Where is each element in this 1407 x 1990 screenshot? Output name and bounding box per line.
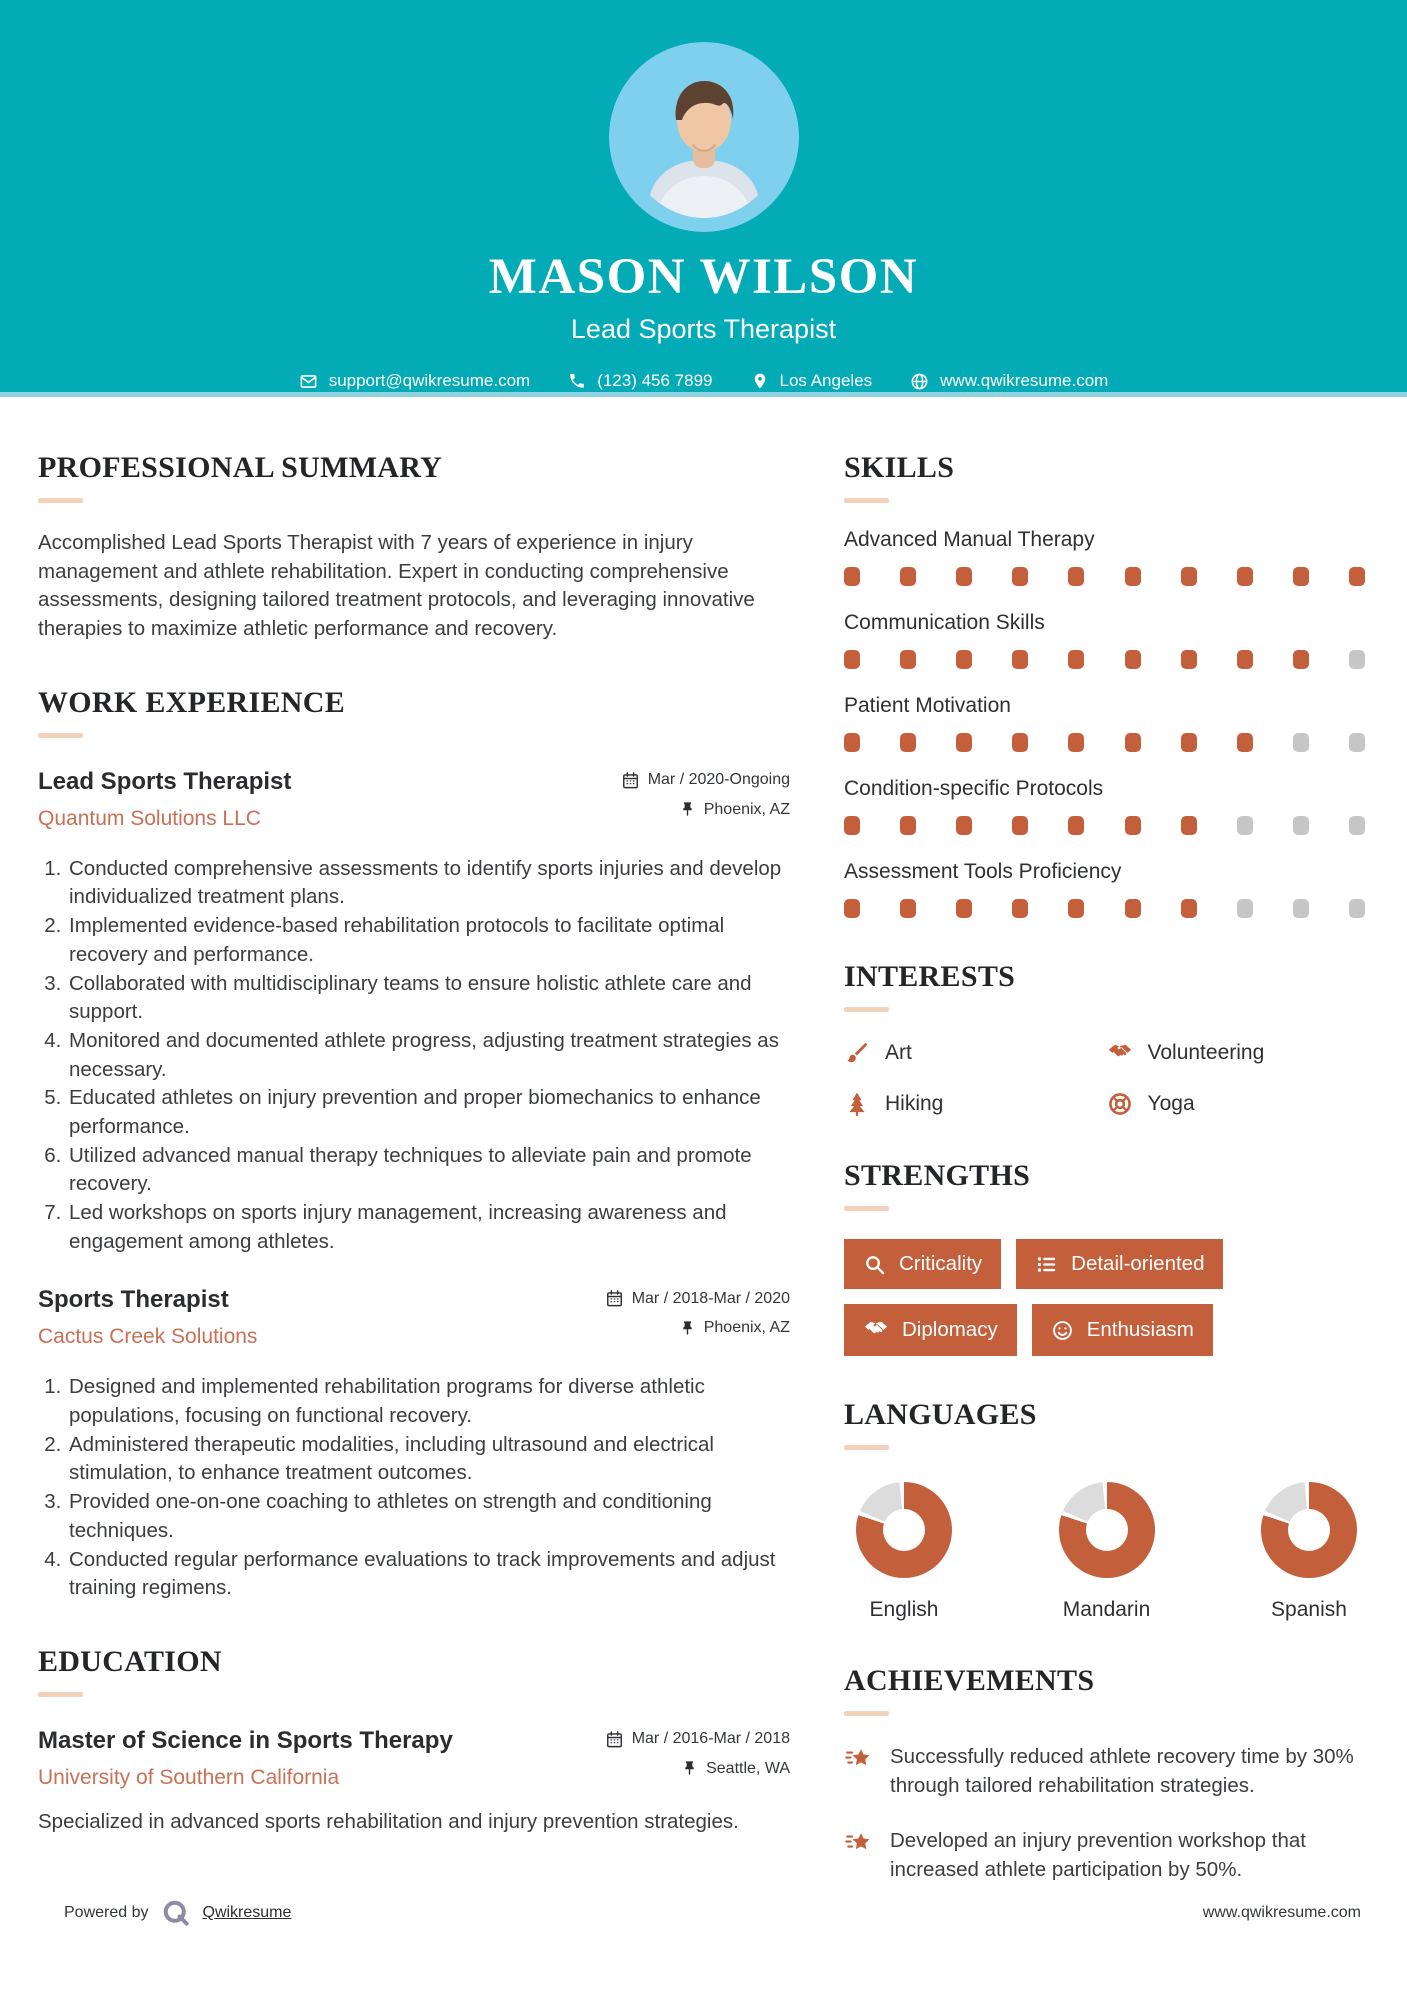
language-item	[1261, 1482, 1357, 1622]
skill-dot	[956, 899, 972, 918]
strength-badge	[1032, 1304, 1213, 1356]
interest-label: Hiking	[885, 1092, 944, 1115]
language-label: Mandarin	[1062, 1598, 1151, 1621]
skill-dot	[844, 816, 860, 835]
skill-dot	[1068, 650, 1084, 669]
skill-dot	[1349, 567, 1365, 586]
calendar-icon	[605, 1730, 624, 1749]
degree-title: Master of Science in Sports Therapy	[38, 1726, 453, 1754]
skill-dot	[844, 733, 860, 752]
pushpin-icon	[679, 801, 696, 818]
experience-heading: WORK EXPERIENCE	[38, 685, 346, 719]
section-languages	[844, 1398, 1369, 1622]
section-experience	[38, 686, 790, 1603]
right-column	[844, 451, 1369, 1884]
shooting-star-icon	[844, 1744, 874, 1800]
job-company: Cactus Creek Solutions	[38, 1325, 258, 1349]
education-location: Seattle, WA	[706, 1759, 790, 1777]
skill-dot	[1237, 567, 1253, 586]
job-dates: Mar / 2020-Ongoing	[647, 771, 790, 789]
contact-bar	[0, 371, 1407, 391]
skill-dot	[956, 816, 972, 835]
skill-dot	[1012, 733, 1028, 752]
skill-dot	[900, 816, 916, 835]
contact-phone: (123) 456 7899	[568, 371, 712, 391]
achievements-heading: ACHIEVEMENTS	[844, 1664, 1095, 1697]
job-company: Quantum Solutions LLC	[38, 806, 261, 830]
language-label: English	[869, 1598, 939, 1621]
section-skills	[844, 451, 1369, 918]
skill-dot	[1181, 650, 1197, 669]
candidate-title: Lead Sports Therapist	[570, 314, 837, 344]
skill-item	[844, 611, 1369, 669]
skill-dot	[1293, 650, 1309, 669]
skill-dot	[1349, 650, 1365, 669]
job-bullet: 4. Conducted regular performance evaluations to track improvements and adjust training regimens.	[67, 1546, 790, 1603]
section-interests	[844, 960, 1369, 1117]
strength-label: Detail-oriented	[1071, 1252, 1205, 1275]
job-bullet: 1. Designed and implemented rehabilitation programs for diverse athletic populations, focusing on functional recovery.	[67, 1373, 790, 1430]
skill-dot	[1181, 733, 1197, 752]
job-bullet: 4. Monitored and documented athlete progress, adjusting treatment strategies as necessary.	[67, 1027, 790, 1084]
footer-website: www.qwikresume.com	[1202, 1904, 1361, 1921]
section-strengths	[844, 1159, 1369, 1356]
tree-icon	[844, 1091, 870, 1117]
heading-underline	[844, 1206, 889, 1211]
skill-dot	[1125, 816, 1141, 835]
contact-website: www.qwikresume.com	[910, 371, 1108, 391]
section-education	[38, 1645, 790, 1837]
skill-dot	[844, 899, 860, 918]
job-bullet: 5. Educated athletes on injury prevention and proper biomechanics to enhance performance.	[67, 1084, 790, 1141]
education-entry	[38, 1727, 790, 1837]
achievement-item	[844, 1742, 1369, 1800]
interest-item	[1107, 1091, 1370, 1117]
smiley-icon	[1051, 1319, 1074, 1342]
interest-label: Volunteering	[1147, 1041, 1265, 1064]
skill-dot	[1293, 733, 1309, 752]
strength-label: Criticality	[899, 1252, 983, 1275]
education-heading: EDUCATION	[38, 1644, 222, 1678]
heading-underline	[38, 498, 83, 503]
globe-icon	[910, 372, 929, 391]
interests-heading: INTERESTS	[844, 960, 1016, 993]
skill-name: Communication Skills	[844, 611, 1045, 634]
skill-dot	[1181, 899, 1197, 918]
section-achievements	[844, 1664, 1369, 1884]
job-bullet: 3. Collaborated with multidisciplinary teams to ensure holistic athlete care and support.	[67, 970, 790, 1027]
strength-badge	[1016, 1239, 1223, 1289]
skill-dot	[1012, 567, 1028, 586]
skill-name: Condition-specific Protocols	[844, 777, 1104, 800]
job-bullet-list	[38, 1373, 790, 1603]
qwikresume-link[interactable]: Qwikresume	[202, 1904, 292, 1921]
job-bullet: 3. Provided one-on-one coaching to athletes on strength and conditioning techniques.	[67, 1488, 790, 1545]
heading-underline	[844, 1711, 889, 1716]
handshake-icon	[863, 1317, 889, 1343]
job-entry	[38, 768, 790, 1257]
section-summary	[38, 451, 790, 644]
skill-rating	[844, 733, 1369, 752]
skill-dot	[1125, 567, 1141, 586]
heading-underline	[38, 1692, 83, 1697]
education-description: Specialized in advanced sports rehabilitation and injury prevention strategies.	[38, 1809, 739, 1833]
profile-photo	[609, 42, 799, 232]
language-item	[1059, 1482, 1155, 1622]
skill-dot	[1293, 567, 1309, 586]
skill-dot	[1237, 816, 1253, 835]
summary-heading: PROFESSIONAL SUMMARY	[38, 451, 443, 484]
skill-dot	[1349, 899, 1365, 918]
pushpin-icon	[679, 1320, 696, 1337]
list-icon	[1035, 1253, 1058, 1276]
skill-dot	[844, 567, 860, 586]
skill-dot	[1237, 650, 1253, 669]
calendar-icon	[621, 771, 640, 790]
heading-underline	[844, 1007, 889, 1012]
left-column	[38, 451, 790, 1884]
skill-dot	[956, 567, 972, 586]
achievement-item	[844, 1826, 1369, 1884]
skill-rating	[844, 816, 1369, 835]
skill-dot	[956, 650, 972, 669]
skill-dot	[956, 733, 972, 752]
skill-dot	[1349, 733, 1365, 752]
job-dates: Mar / 2018-Mar / 2020	[631, 1289, 790, 1307]
pushpin-icon	[681, 1760, 698, 1777]
calendar-icon	[605, 1289, 624, 1308]
achievement-text: Developed an injury prevention workshop that increased athlete participation by 50%.	[890, 1829, 1306, 1882]
job-bullet: 6. Utilized advanced manual therapy techniques to alleviate pain and promote recovery.	[67, 1142, 790, 1199]
strength-badge	[844, 1304, 1017, 1356]
skill-dot	[1012, 816, 1028, 835]
paintbrush-icon	[844, 1040, 870, 1066]
strength-label: Diplomacy	[902, 1318, 998, 1341]
language-label: Spanish	[1271, 1598, 1347, 1621]
skill-dot	[1237, 899, 1253, 918]
skill-dot	[900, 899, 916, 918]
mail-icon	[299, 372, 318, 391]
skill-item	[844, 860, 1369, 918]
skill-dot	[1125, 899, 1141, 918]
heading-underline	[844, 1445, 889, 1450]
skill-dot	[1012, 650, 1028, 669]
contact-email: support@qwikresume.com	[299, 371, 531, 391]
interest-item	[844, 1040, 1107, 1066]
skill-dot	[1068, 733, 1084, 752]
job-bullet: 2. Administered therapeutic modalities, including ultrasound and electrical stimulation, to enhance treatment outcomes.	[67, 1431, 790, 1488]
job-bullet-list	[38, 855, 790, 1257]
education-dates: Mar / 2016-Mar / 2018	[631, 1730, 790, 1748]
skill-name: Patient Motivation	[844, 694, 1011, 717]
skill-name: Assessment Tools Proficiency	[844, 860, 1122, 883]
heading-underline	[38, 733, 83, 738]
skill-dot	[1293, 899, 1309, 918]
skill-dot	[1125, 733, 1141, 752]
skills-heading: SKILLS	[844, 451, 955, 484]
interest-item	[1107, 1040, 1370, 1066]
skill-rating	[844, 567, 1369, 586]
skill-dot	[1068, 899, 1084, 918]
skill-dot	[1068, 816, 1084, 835]
contact-location: Los Angeles	[751, 371, 873, 391]
skill-dot	[1349, 816, 1365, 835]
powered-by-label: Powered by	[64, 1904, 149, 1921]
interest-label: Art	[885, 1041, 912, 1064]
school-name: University of Southern California	[38, 1765, 340, 1789]
skill-name: Advanced Manual Therapy	[844, 528, 1095, 551]
skill-item	[844, 694, 1369, 752]
job-location: Phoenix, AZ	[703, 1319, 790, 1337]
skill-dot	[1237, 733, 1253, 752]
skill-dot	[1181, 816, 1197, 835]
job-title: Lead Sports Therapist	[38, 767, 292, 795]
job-bullet: 2. Implemented evidence-based rehabilitation protocols to facilitate optimal recovery and performance.	[67, 912, 790, 969]
summary-text: Accomplished Lead Sports Therapist with 7 years of experience in injury management and athlete rehabilitation. Expert in conducting comprehensive assessments, designing tailored treatment protocols, and leveraging innovative therapies to maximize athletic performance and recovery.	[38, 531, 755, 641]
job-title: Sports Therapist	[38, 1286, 229, 1314]
candidate-name: MASON WILSON	[488, 249, 919, 305]
language-item	[856, 1482, 952, 1622]
shooting-star-icon	[844, 1828, 874, 1884]
skill-dot	[1125, 650, 1141, 669]
strength-badge	[844, 1239, 1001, 1289]
header-banner	[0, 0, 1407, 392]
language-donut-chart	[856, 1482, 952, 1578]
strengths-heading: STRENGTHS	[844, 1159, 1031, 1192]
handshake-icon	[1107, 1040, 1133, 1066]
language-donut-chart	[1261, 1482, 1357, 1578]
skill-dot	[1181, 567, 1197, 586]
skill-dot	[1068, 567, 1084, 586]
skill-dot	[900, 567, 916, 586]
qwikresume-logo-icon	[161, 1898, 191, 1928]
interest-item	[844, 1091, 1107, 1117]
job-bullet: 1. Conducted comprehensive assessments to identify sports injuries and develop individualized treatment plans.	[67, 855, 790, 912]
strength-label: Enthusiasm	[1086, 1318, 1194, 1341]
skill-item	[844, 528, 1369, 586]
skill-dot	[1293, 816, 1309, 835]
job-entry	[38, 1286, 790, 1603]
skill-dot	[844, 650, 860, 669]
phone-icon	[568, 372, 586, 390]
interest-label: Yoga	[1147, 1092, 1195, 1115]
languages-heading: LANGUAGES	[844, 1398, 1037, 1431]
skill-dot	[1012, 899, 1028, 918]
skill-dot	[900, 733, 916, 752]
job-location: Phoenix, AZ	[703, 800, 790, 818]
achievement-text: Successfully reduced athlete recovery time by 30% through tailored rehabilitation strategies.	[890, 1745, 1354, 1798]
lifebuoy-icon	[1107, 1091, 1133, 1117]
language-donut-chart	[1059, 1482, 1155, 1578]
skill-rating	[844, 899, 1369, 918]
skill-rating	[844, 650, 1369, 669]
page-footer	[64, 1898, 1361, 1928]
heading-underline	[844, 498, 889, 503]
skill-item	[844, 777, 1369, 835]
job-bullet: 7. Led workshops on sports injury management, increasing awareness and engagement among athletes.	[67, 1199, 790, 1256]
location-pin-icon	[751, 372, 769, 390]
search-icon	[863, 1253, 886, 1276]
skill-dot	[900, 650, 916, 669]
